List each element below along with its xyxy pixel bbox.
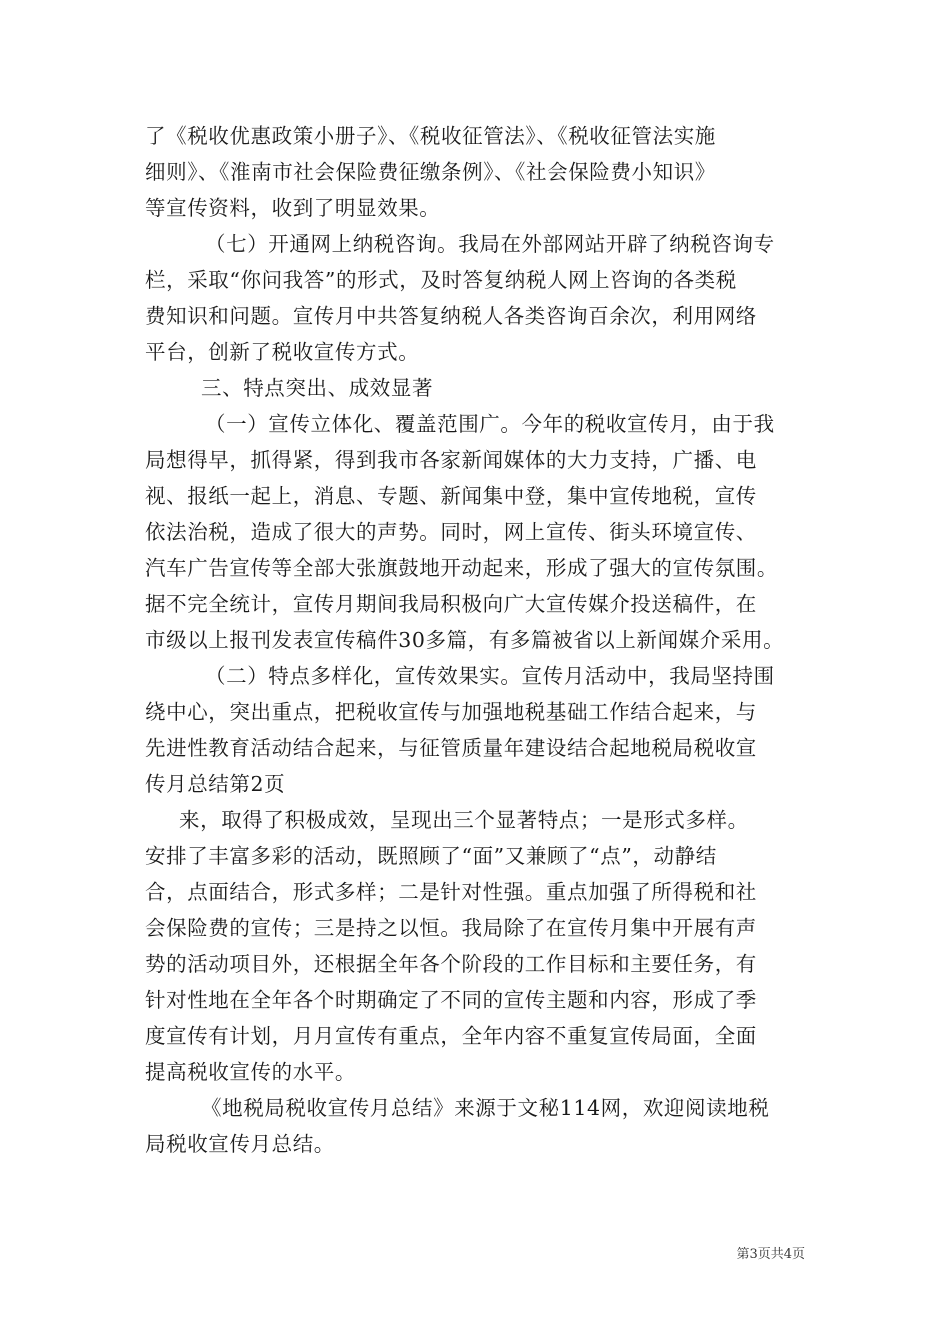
paragraph-start: （二）特点多样化，宣传效果实。宣传月活动中，我局坚持围: [205, 664, 775, 688]
text-line: 费知识和问题。宣传月中共答复纳税人各类咨询百余次，利用网络: [145, 304, 757, 328]
text-line: 据不完全统计，宣传月期间我局积极向广大宣传媒介投送稿件，在: [145, 592, 757, 616]
text-line: 势的活动项目外，还根据全年各个阶段的工作目标和主要任务，有: [145, 952, 757, 976]
text-line: 合，点面结合，形式多样；二是针对性强。重点加强了所得税和社: [145, 880, 757, 904]
paragraph-start: 来，取得了积极成效，呈现出三个显著特点；一是形式多样。: [179, 808, 749, 832]
text-line: 了《税收优惠政策小册子》、《税收征管法》、《税收征管法实施: [145, 124, 716, 148]
paragraph-start: （一）宣传立体化、覆盖范围广。今年的税收宣传月，由于我: [205, 412, 775, 436]
text-line: 市级以上报刊发表宣传稿件30多篇，有多篇被省以上新闻媒介采用。: [145, 628, 785, 652]
text-line: 依法治税，造成了很大的声势。同时，网上宣传、街头环境宣传、: [145, 520, 757, 544]
text-line: 栏，采取“你问我答”的形式，及时答复纳税人网上咨询的各类税: [145, 268, 737, 292]
text-line: 视、报纸一起上，消息、专题、新闻集中登，集中宣传地税，宣传: [145, 484, 757, 508]
text-line: 先进性教育活动结合起来，与征管质量年建设结合起地税局税收宣: [145, 736, 757, 760]
text-line: 等宣传资料，收到了明显效果。: [145, 196, 441, 220]
text-line: 局税收宣传月总结。: [145, 1132, 335, 1156]
paragraph-start: （七）开通网上纳税咨询。我局在外部网站开辟了纳税咨询专: [205, 232, 775, 256]
text-line: 细则》、《淮南市社会保险费征缴条例》、《社会保险费小知识》: [145, 160, 716, 184]
text-line: 提高税收宣传的水平。: [145, 1060, 356, 1084]
text-line: 传月总结第2页: [145, 772, 286, 796]
page-number: 第3页共4页: [736, 1247, 805, 1262]
text-line: 会保险费的宣传；三是持之以恒。我局除了在宣传月集中开展有声: [145, 916, 757, 940]
text-line: 安排了丰富多彩的活动，既照顾了“面”又兼顾了“点”，动静结: [145, 844, 717, 868]
text-line: 绕中心，突出重点，把税收宣传与加强地税基础工作结合起来，与: [145, 700, 757, 724]
text-line: 针对性地在全年各个时期确定了不同的宣传主题和内容，形成了季: [145, 988, 757, 1012]
section-heading: 三、特点突出、成效显著: [201, 376, 434, 400]
paragraph-start: 《地税局税收宣传月总结》来源于文秘114网，欢迎阅读地税: [201, 1096, 770, 1120]
text-line: 局想得早，抓得紧，得到我市各家新闻媒体的大力支持，广播、电: [145, 448, 757, 472]
document-body: [145, 118, 825, 1162]
text-line: 汽车广告宣传等全部大张旗鼓地开动起来，形成了强大的宣传氛围。: [145, 556, 778, 580]
text-line: 度宣传有计划，月月宣传有重点，全年内容不重复宣传局面，全面: [145, 1024, 757, 1048]
text-line: 平台，创新了税收宣传方式。: [145, 340, 420, 364]
